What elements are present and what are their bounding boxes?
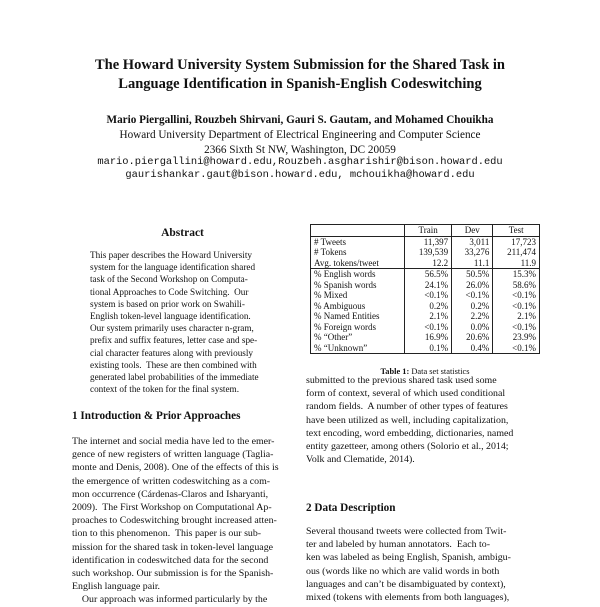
section-1-heading: 1 Introduction & Prior Approaches (72, 410, 241, 422)
table-cell: % English words (311, 269, 405, 280)
table-row (311, 301, 540, 312)
table-cell: 0.1% (405, 343, 452, 354)
table-cell: % Spanish words (311, 280, 405, 291)
author-list: Mario Piergallini, Rouzbeh Shirvani, Gauri S. Gautam, and Mohamed Chouikha (106, 114, 494, 126)
paragraph-line: tion to this phenomenon. This paper is our sub- (72, 528, 262, 540)
paper-title (40, 56, 560, 94)
table-cell: 24.1% (405, 280, 452, 291)
emails-line-2: gaurishankar.gaut@bison.howard.edu, mchouikha@howard.edu (125, 169, 475, 181)
table-row (311, 332, 540, 343)
table-cell: 2.1% (405, 311, 452, 322)
table-cell: <0.1% (493, 290, 540, 301)
table-cell: 139,539 (405, 247, 452, 258)
data-statistics-table (310, 224, 540, 354)
paragraph-line: have been utilized as well, including capitalization, (306, 414, 509, 426)
table-row (311, 247, 540, 258)
table-cell: 11.1 (452, 258, 493, 269)
section-2-body (306, 525, 534, 604)
paragraph-line: ken was labeled as being English, Spanish, ambigu- (306, 552, 511, 564)
table-cell: 58.6% (493, 280, 540, 291)
table-cell: Avg. tokens/tweet (311, 258, 405, 269)
paragraph-line: submitted to the previous shared task used some (306, 375, 497, 386)
paragraph-line: mixed (tokens with elements from both languages), (306, 592, 510, 604)
table-row (311, 343, 540, 354)
abstract-line: generated label probabilities of the immediate (90, 372, 259, 383)
column-2-continuation (306, 374, 534, 466)
column-header (311, 225, 405, 237)
table-cell: 17,723 (493, 236, 540, 247)
column-header: Test (493, 225, 540, 237)
title-line-1: The Howard University System Submission for the Shared Task in (95, 57, 505, 73)
table-cell: % “Unknown” (311, 343, 405, 354)
table-cell: 2.1% (493, 311, 540, 322)
column-header: Train (405, 225, 452, 237)
paragraph-line: 2009). The First Workshop on Computational Ap- (72, 502, 272, 514)
paragraph-line: such workshop. Our submission is for the Spanish- (72, 568, 274, 580)
paragraph-line: random fields. A number of other types of features (306, 401, 508, 413)
table-cell: 56.5% (405, 269, 452, 280)
table-cell: 12.2 (405, 258, 452, 269)
table-cell: 50.5% (452, 269, 493, 280)
paragraph-line: Volk and Clematide, 2014). (306, 454, 415, 466)
abstract-line: system is based on prior work on Swahili- (90, 298, 245, 309)
paragraph-line: entity gazetteer, among others (Solorio et al., 2014; (306, 441, 509, 453)
table-cell: % Foreign words (311, 322, 405, 333)
paragraph-line: ter and labeled by human annotators. Each to- (306, 539, 490, 551)
paragraph-line: mon occurrence (Cárdenas-Claros and Isharyanti, (72, 488, 269, 500)
paragraph-line: The internet and social media have led to the emer- (72, 436, 275, 447)
table-cell: % “Other” (311, 332, 405, 343)
paragraph-line: monte and Denis, 2008). One of the effects of this is (72, 462, 279, 474)
email-block (40, 156, 560, 182)
abstract-line: This paper describes the Howard University (90, 250, 253, 260)
table-cell: <0.1% (493, 322, 540, 333)
table-cell: 20.6% (452, 332, 493, 343)
paragraph-line: gence of new registers of written language (Taglia- (72, 449, 274, 461)
table-cell: # Tweets (311, 236, 405, 247)
table-cell: 2.2% (452, 311, 493, 322)
title-line-2: Language Identification in Spanish-English Codeswitching (118, 76, 482, 92)
table-cell: % Named Entities (311, 311, 405, 322)
table-cell: 0.0% (452, 322, 493, 333)
paragraph-line: Several thousand tweets were collected from Twit- (306, 526, 507, 537)
paragraph-line: proaches to Codeswitching brought increased atten- (72, 515, 277, 527)
table-cell: 16.9% (405, 332, 452, 343)
abstract-line: prefix and suffix features, letter case and spe- (90, 335, 258, 346)
table-cell: % Mixed (311, 290, 405, 301)
section-2-heading: 2 Data Description (306, 502, 396, 514)
table-cell: <0.1% (405, 290, 452, 301)
paragraph-line: form of context, several of which used conditional (306, 388, 506, 400)
table-header-row (311, 225, 540, 237)
table-cell: <0.1% (405, 322, 452, 333)
abstract-line: English token-level language identification. (90, 311, 251, 322)
paragraph-line: mission for the shared task in token-level language (72, 541, 274, 553)
abstract-line: context of the token for the final system. (90, 384, 240, 395)
column-header: Dev (452, 225, 493, 237)
table-row (311, 258, 540, 269)
table-cell: 15.3% (493, 269, 540, 280)
table-cell: 3,011 (452, 236, 493, 247)
table-row (311, 311, 540, 322)
table-cell: <0.1% (493, 301, 540, 312)
table-cell: 0.2% (405, 301, 452, 312)
paragraph-line: ous (words like no which are valid words in both (306, 565, 500, 577)
paragraph-line: Our approach was informed particularly by the (72, 594, 268, 606)
abstract-line: tional Approaches to Code Switching. Our (90, 286, 249, 297)
table-row (311, 322, 540, 333)
table-cell: 23.9% (493, 332, 540, 343)
table-row (311, 236, 540, 247)
abstract-line: existing tools. These are then combined with (90, 359, 257, 370)
caption-label: Table 1: (380, 367, 410, 376)
affiliation-block (40, 128, 560, 157)
abstract-body (90, 249, 275, 395)
paragraph-line: English language pair. (72, 581, 161, 593)
caption-text: Data set statistics (409, 367, 470, 376)
section-1-body (72, 435, 300, 607)
table-cell: 33,276 (452, 247, 493, 258)
table-cell: 0.4% (452, 343, 493, 354)
paragraph-line: text encoding, word embedding, dictionaries, named (306, 427, 514, 439)
abstract-heading: Abstract (161, 227, 204, 239)
paragraph-line: the emergence of written codeswitching as a com- (72, 475, 271, 487)
table-row (311, 269, 540, 280)
table-cell: 0.2% (452, 301, 493, 312)
table-cell: 11.9 (493, 258, 540, 269)
table-cell: 211,474 (493, 247, 540, 258)
emails-line-1: mario.piergallini@howard.edu,Rouzbeh.asgharishir@bison.howard.edu (97, 156, 503, 168)
table-cell: 11,397 (405, 236, 452, 247)
table-cell: <0.1% (452, 290, 493, 301)
table-cell: % Ambiguous (311, 301, 405, 312)
stats-table (310, 224, 540, 354)
paragraph-line: languages and can’t be disambiguated by context), (306, 578, 506, 590)
abstract-line: task of the Second Workshop on Computa- (90, 274, 248, 285)
address: 2366 Sixth St NW, Washington, DC 20059 (204, 143, 396, 156)
table-cell: # Tokens (311, 247, 405, 258)
abstract-line: system for the language identification shared (90, 262, 256, 273)
table-cell: 26.0% (452, 280, 493, 291)
table-row (311, 280, 540, 291)
affiliation: Howard University Department of Electrical Engineering and Computer Science (119, 129, 481, 141)
table-row (311, 290, 540, 301)
table-cell: <0.1% (493, 343, 540, 354)
abstract-line: cial character features along with previously (90, 347, 254, 358)
abstract-line: Our system primarily uses character n-gram, (90, 323, 254, 334)
paragraph-line: identification in codeswitched data for the second (72, 554, 269, 566)
